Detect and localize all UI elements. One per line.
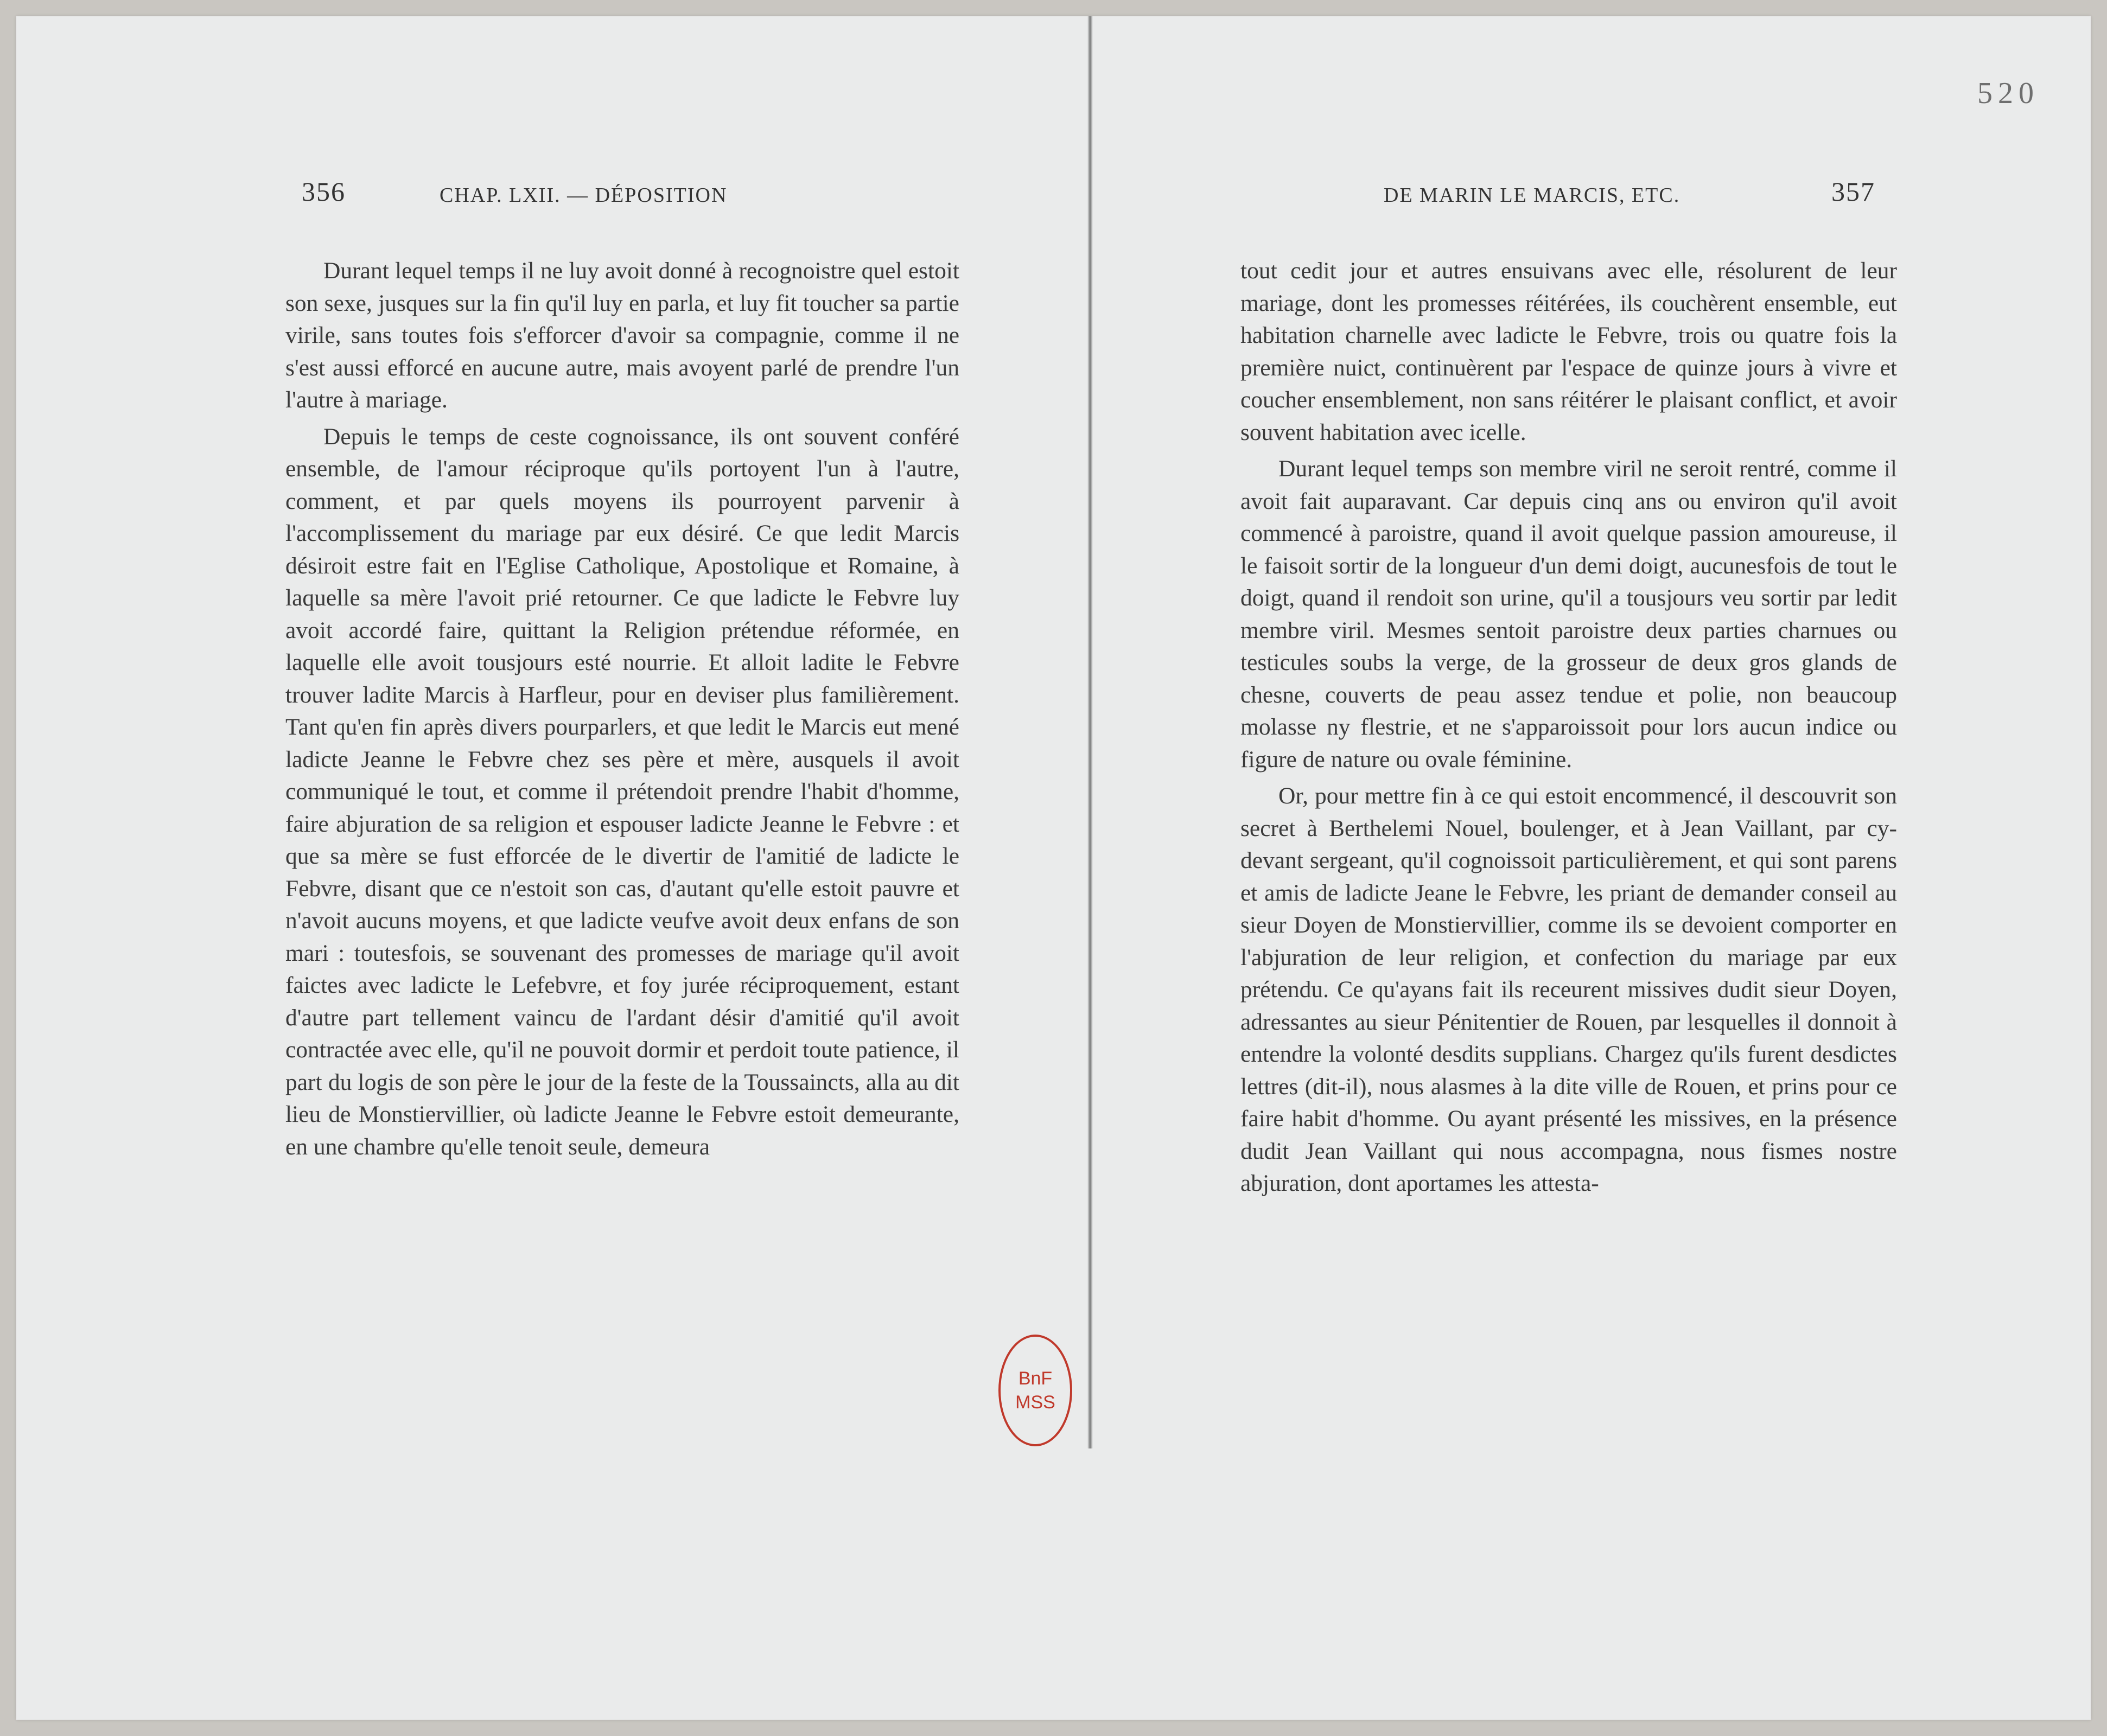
bnf-mss-stamp [998,1335,1072,1446]
right-paragraph-2: Durant lequel temps son membre viril ne seroit rentré, comme il avoit fait auparavant. Car depuis cinq ans ou environ qu'il avoit commencé à paroistre, quand il avoit quelque passion amoureuse, il le faisoit sortir de la longueur d'un demi doigt, aucunesfois de tout le doigt, quand il rendoit son urine, qu'il a tousjours veu sortir par ledit membre viril. Mesmes sentoit paroistre deux parties charnues ou testicules soubs la verge, de la grosseur de deux gros glands de chesne, couverts de peau assez tendue et polie, non beaucoup molasse ny flestrie, et ne s'apparoissoit pour lors aucun indice ou figure de nature ou ovale féminine. [1240,456,1897,773]
right-page-number: 357 [1831,176,1875,207]
left-page [285,176,959,1167]
left-paragraph-1: Durant lequel temps il ne luy avoit donné à recognoistre quel estoit son sexe, jusques sur la fin qu'il luy en parla, et luy fit toucher sa partie virile, sans toutes fois s'efforcer d'avoir sa compagnie, comme il ne s'est aussi efforcé en aucune autre, mais avoyent parlé de prendre l'un l'autre à mariage. [285,258,959,413]
right-page-text [1240,255,1897,1200]
scanned-sheet [16,16,2091,1720]
right-running-head: DE MARIN LE MARCIS, ETC. [1384,184,1680,207]
left-page-text [285,255,959,1163]
stamp-line-2: MSS [1015,1392,1055,1413]
left-page-number: 356 [302,176,346,207]
book-gutter [1087,16,1093,1448]
right-page-header [1240,176,1897,222]
right-paragraph-1: tout cedit jour et autres ensuivans avec elle, résolurent de leur mariage, dont les promesses réitérées, ils couchèrent ensemble, eut habitation charnelle avec ladicte le Febvre, trois ou quatre fois la première nuict, continuèrent par l'espace de quinze jours à vivre et coucher ensemblement, non sans réitérer le plaisant conflict, et avoir souvent habitation avec icelle. [1240,258,1897,445]
right-page [1240,176,1897,1204]
stamp-line-1: BnF [1018,1368,1053,1389]
left-page-header [285,176,959,222]
left-paragraph-2: Depuis le temps de ceste cognoissance, ils ont souvent conféré ensemble, de l'amour réciproque qu'ils portoyent l'un à l'autre, comment, et par quels moyens ils pourroyent parvenir à l'accomplissement du mariage par eux désiré. Ce que ledit Marcis désiroit estre fait en l'Eglise Catholique, Apostolique et Romaine, à laquelle sa mère l'avoit prié retourner. Ce que ladicte le Febvre luy avoit accordé faire, quittant la Religion prétendue réformée, en laquelle elle avoit tousjours esté nourrie. Et alloit ladite le Febvre trouver ladite Marcis à Harfleur, pour en deviser plus familièrement. Tant qu'en fin après divers pourparlers, et que ledit le Marcis eut mené ladicte Jeanne le Febvre chez ses père et mère, ausquels il avoit communiqué le tout, et comme il prétendoit prendre l'habit d'homme, faire abjuration de sa religion et espouser ladicte Jeanne le Febvre : et que sa mère se fust efforcée de le divertir de l'amitié de ladicte le Febvre, disant que ce n'estoit son cas, d'autant qu'elle estoit pauvre et n'avoit aucuns moyens, et que ladicte veufve avoit deux enfans de son mari : toutesfois, se souvenant des promesses de mariage qu'il avoit faictes avec ladicte le Lefebvre, et foy jurée réciproquement, estant d'autre part tellement vaincu de l'ardant désir d'amitié qu'il avoit contractée avec elle, qu'il ne pouvoit dormir et perdoit toute patience, il part du logis de son père le jour de la feste de la Toussaincts, alla au dit lieu de Monstiervillier, où ladicte Jeanne le Febvre estoit demeurante, en une chambre qu'elle tenoit seule, demeura [285,423,959,1160]
right-paragraph-3: Or, pour mettre fin à ce qui estoit encommencé, il descouvrit son secret à Berthelemi Nouel, boulenger, et à Jean Vaillant, par cy-devant sergeant, qu'il cognoissoit particulièrement, et qui sont parens et amis de ladicte Jeane le Febvre, les priant de demander conseil au sieur Doyen de Monstiervillier, comme ils se devoient comporter en l'abjuration de leur religion, et confection du mariage par eux prétendu. Ce qu'ayans fait ils receurent missives dudit sieur Doyen, adressantes au sieur Pénitentier de Rouen, par lesquelles il donnoit à entendre la volonté desdits supplians. Chargez qu'ils furent desdictes lettres (dit-il), nous alasmes à la dite ville de Rouen, et prins pour ce faire habit d'homme. Ou ayant présenté les missives, en la présence dudit Jean Vaillant qui nous accompagna, nous fismes nostre abjuration, dont aportames les attesta- [1240,783,1897,1196]
left-running-head: CHAP. LXII. — DÉPOSITION [440,184,728,207]
folio-number: 520 [1977,76,2039,110]
